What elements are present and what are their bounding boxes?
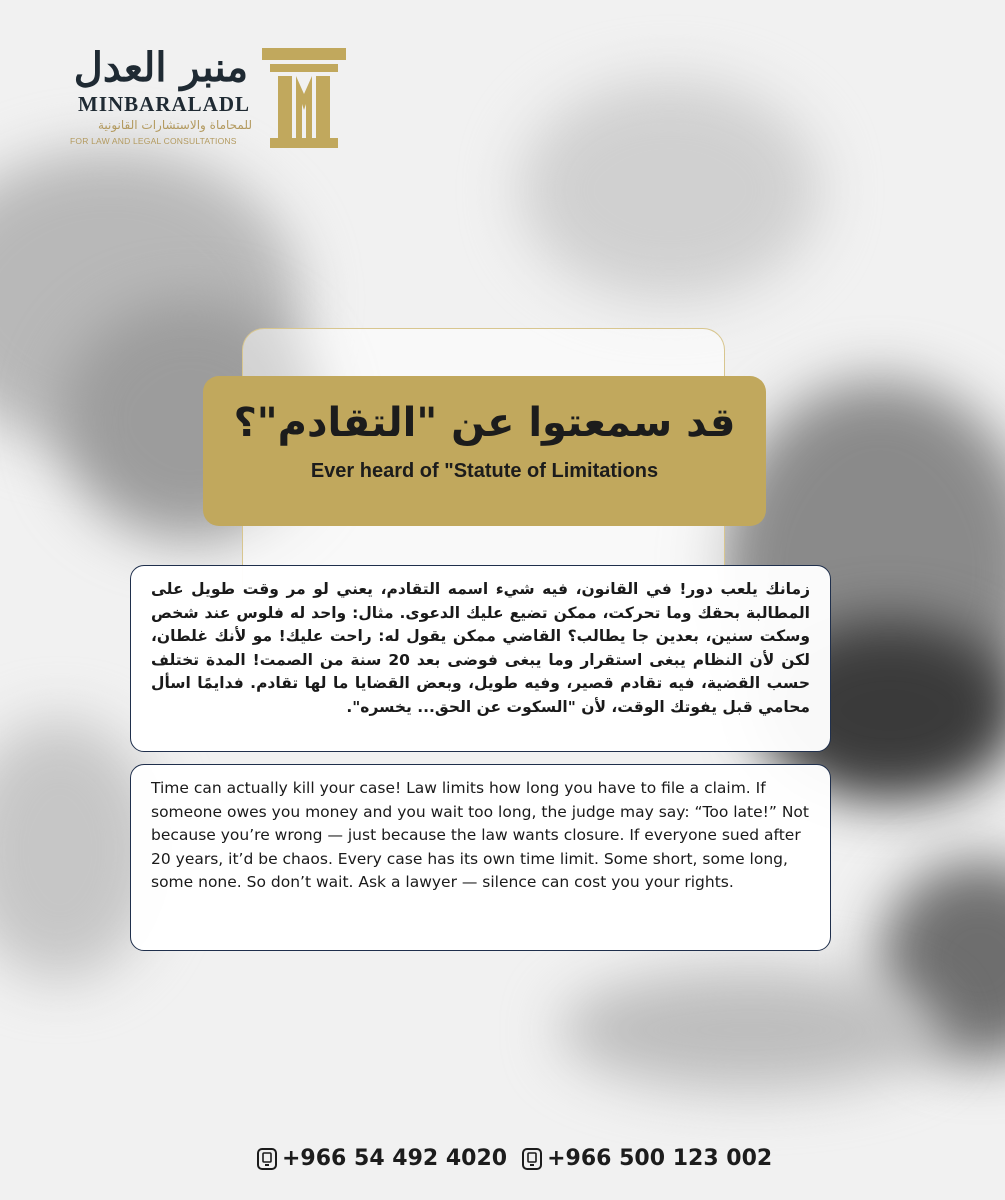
page-title-ar: قد سمعتوا عن "التقادم"؟: [233, 400, 736, 446]
contact-bar: [256, 1146, 772, 1171]
phone-2-number: +966 500 123 002: [547, 1146, 773, 1171]
phone-1-number: +966 54 492 4020: [282, 1146, 508, 1171]
brand-logo: [58, 42, 358, 152]
brand-name-ar: منبر العدل: [73, 44, 248, 91]
phone-2[interactable]: [521, 1146, 772, 1171]
phone-icon: [521, 1147, 543, 1171]
title-banner: [203, 376, 766, 526]
arabic-text-card: [130, 565, 831, 752]
phone-1[interactable]: [256, 1146, 507, 1171]
pillar-logo-icon: [258, 42, 350, 152]
english-text-card: [130, 764, 831, 951]
brand-subtitle-en: FOR LAW AND LEGAL CONSULTATIONS: [70, 136, 237, 146]
page-title-en: Ever heard of "Statute of Limitations: [310, 460, 659, 482]
brand-name-en: MINBARALADL: [78, 92, 251, 116]
phone-icon: [256, 1147, 278, 1171]
arabic-paragraph: زمانك يلعب دور! في القانون، فيه شيء اسمه التقادم، يعني لو مر وقت طويل على المطالبة بحقك وما تحركت، ممكن تضيع عليك الدعوى. مثال: واحد له فلوس عند شخص وسكت سنين، بعدين جا يطالب؟ القاضي ممكن يقول له: راحت عليك! مو لأنك غلطان، لكن لأن النظام يبغى استقرار وما يبغى فوضى بعد 20 سنة من الصمت! المدة تختلف حسب القضية، فيه تقادم قصير، وفيه طويل، وبعض القضايا ما لها تقادم. فدايمًا اسأل محامي قبل يفوتك الوقت، لأن "السكوت عن الحق... يخسره".: [151, 580, 810, 716]
english-paragraph: Time can actually kill your case! Law limits how long you have to file a claim. If someone owes you money and you wait too long, the judge may say: “Too late!” Not because you’re wrong — just because the law wants closure. If everyone sued after 20 years, it’d be chaos. Every case has its own time limit. Some short, some long, some none. So don’t wait. Ask a lawyer — silence can cost you your rights.: [151, 779, 809, 891]
brand-subtitle-ar: للمحاماة والاستشارات القانونية: [97, 118, 252, 132]
